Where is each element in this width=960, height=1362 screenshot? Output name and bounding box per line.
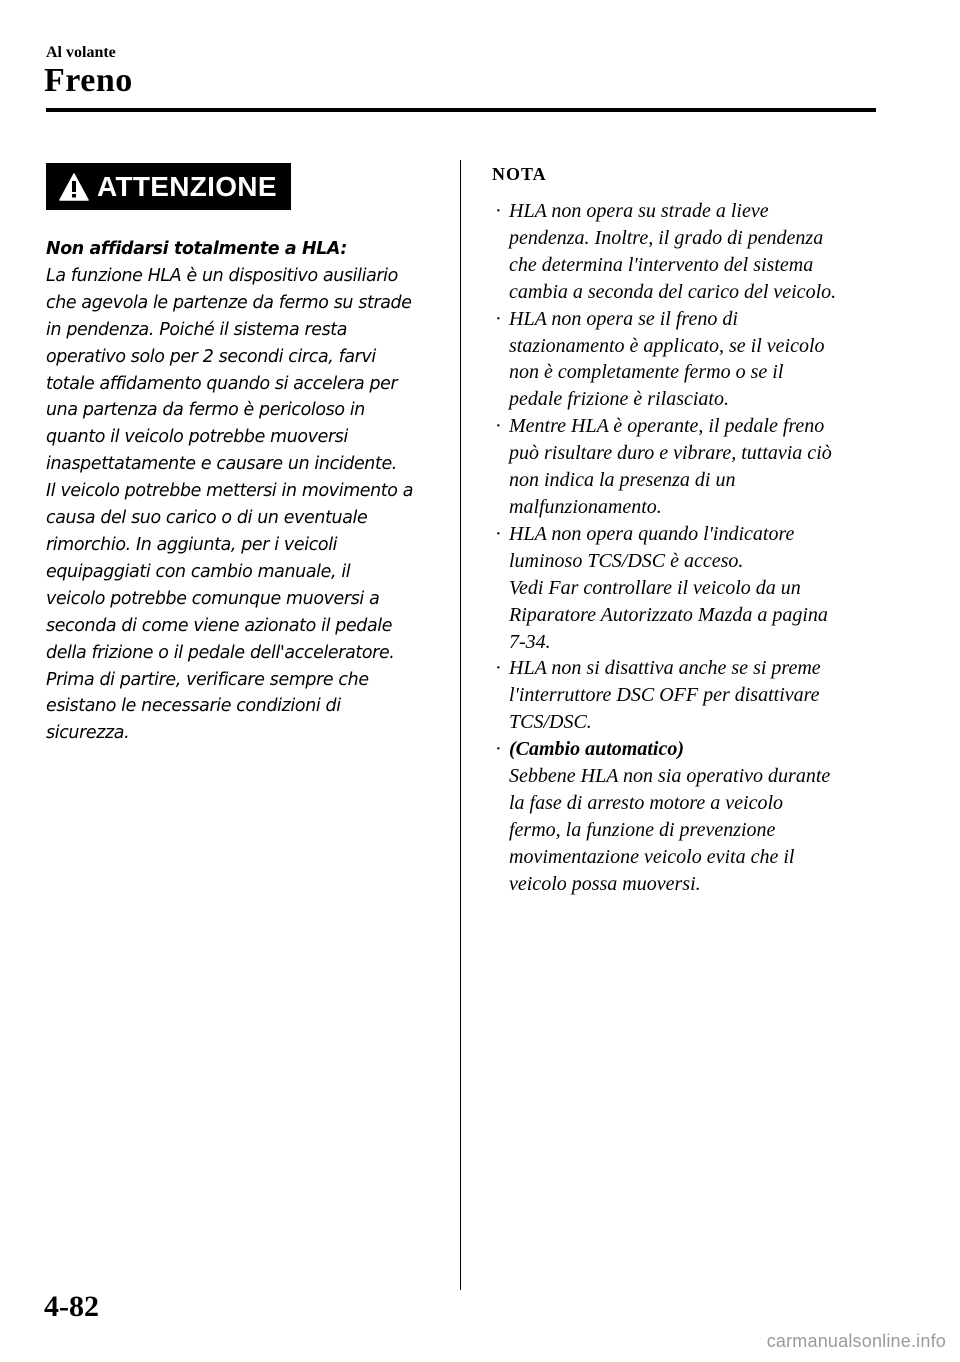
note-line: 7-34.: [509, 630, 551, 653]
warning-line: una partenza da fermo è pericoloso in: [46, 400, 365, 421]
bullet: ·: [495, 738, 502, 761]
note-line: HLA non opera su strade a lieve: [509, 200, 769, 222]
note-item-heading: (Cambio automatico): [509, 738, 684, 761]
note-line: movimentazione veicolo evita che il: [509, 845, 795, 868]
note-line: che determina l'intervento del sistema: [509, 253, 814, 276]
warning-line: della frizione o il pedale dell'acceleratore.: [46, 642, 395, 663]
warning-line: che agevola le partenze da fermo su strade: [46, 292, 412, 313]
note-line: malfunzionamento.: [509, 495, 662, 518]
note-line: HLA non opera quando l'indicatore: [509, 522, 795, 545]
warning-line: Il veicolo potrebbe mettersi in movimento a: [46, 481, 414, 502]
warning-line: sicurezza.: [46, 723, 130, 744]
bullet: ·: [495, 415, 502, 438]
warning-line: in pendenza. Poiché il sistema resta: [46, 319, 348, 340]
warning-line: totale affidamento quando si accelera per: [46, 373, 398, 394]
note-item: [492, 198, 892, 306]
warning-banner: [46, 163, 291, 210]
section-label: Al volante: [46, 44, 116, 61]
warning-line: causa del suo carico o di un eventuale: [46, 508, 368, 529]
bullet: ·: [495, 522, 502, 545]
note-line: veicolo possa muoversi.: [509, 872, 701, 895]
warning-line: veicolo potrebbe comunque muoversi a: [46, 588, 380, 609]
note-line: pedale frizione è rilasciato.: [509, 388, 729, 411]
note-heading: NOTA: [492, 164, 547, 184]
warning-line: inaspettatamente e causare un incidente.: [46, 454, 397, 475]
bullet: ·: [495, 307, 502, 330]
bullet: ·: [495, 200, 502, 222]
watermark: carmanualsonline.info: [766, 1331, 946, 1351]
note-line: l'interruttore DSC OFF per disattivare: [509, 684, 820, 707]
note-item: [492, 413, 892, 521]
warning-heading: Non affidarsi totalmente a HLA:: [46, 239, 347, 259]
bullet: ·: [495, 657, 502, 680]
warning-line: seconda di come viene azionato il pedale: [46, 615, 393, 636]
title-rule: [46, 108, 876, 112]
note-line: stazionamento è applicato, se il veicolo: [509, 334, 825, 357]
note-line: non è completamente fermo o se il: [509, 361, 784, 384]
note-line: può risultare duro e vibrare, tuttavia ciò: [509, 442, 832, 465]
note-item: [492, 655, 892, 736]
note-line: Riparatore Autorizzato Mazda a pagina: [509, 603, 828, 626]
note-line: HLA non si disattiva anche se si preme: [509, 657, 821, 680]
note-line: Mentre HLA è operante, il pedale freno: [509, 415, 825, 438]
column-divider: [460, 160, 461, 1290]
warning-line: esistano le necessarie condizioni di: [46, 696, 341, 717]
note-line: non indica la presenza di un: [509, 469, 736, 492]
note-item: [492, 736, 892, 897]
note-item: [492, 306, 892, 414]
warning-line: Prima di partire, verificare sempre che: [46, 669, 369, 690]
warning-triangle-icon: [59, 173, 89, 201]
note-line: HLA non opera se il freno di: [509, 307, 738, 330]
note-line: cambia a seconda del carico del veicolo.: [509, 280, 837, 303]
note-line: Vedi Far controllare il veicolo da un: [509, 576, 801, 599]
note-line: luminoso TCS/DSC è acceso.: [509, 549, 744, 572]
warning-label: ATTENZIONE: [97, 170, 277, 202]
note-line: fermo, la funzione di prevenzione: [509, 818, 776, 841]
note-line: TCS/DSC.: [509, 711, 592, 734]
note-line: Sebbene HLA non sia operativo durante: [509, 765, 831, 788]
warning-line: La funzione HLA è un dispositivo ausiliario: [46, 265, 398, 286]
page-number: 4-82: [44, 1290, 99, 1323]
page-title: Freno: [44, 62, 133, 99]
warning-line: quanto il veicolo potrebbe muoversi: [46, 427, 348, 448]
warning-line: operativo solo per 2 secondi circa, farvi: [46, 346, 376, 367]
note-list: [492, 198, 892, 898]
note-line: la fase di arresto motore a veicolo: [509, 791, 784, 814]
note-item: [492, 521, 892, 656]
warning-line: equipaggiati con cambio manuale, il: [46, 561, 351, 582]
warning-line: rimorchio. In aggiunta, per i veicoli: [46, 534, 338, 555]
warning-text: [46, 236, 446, 747]
note-line: pendenza. Inoltre, il grado di pendenza: [509, 226, 824, 249]
